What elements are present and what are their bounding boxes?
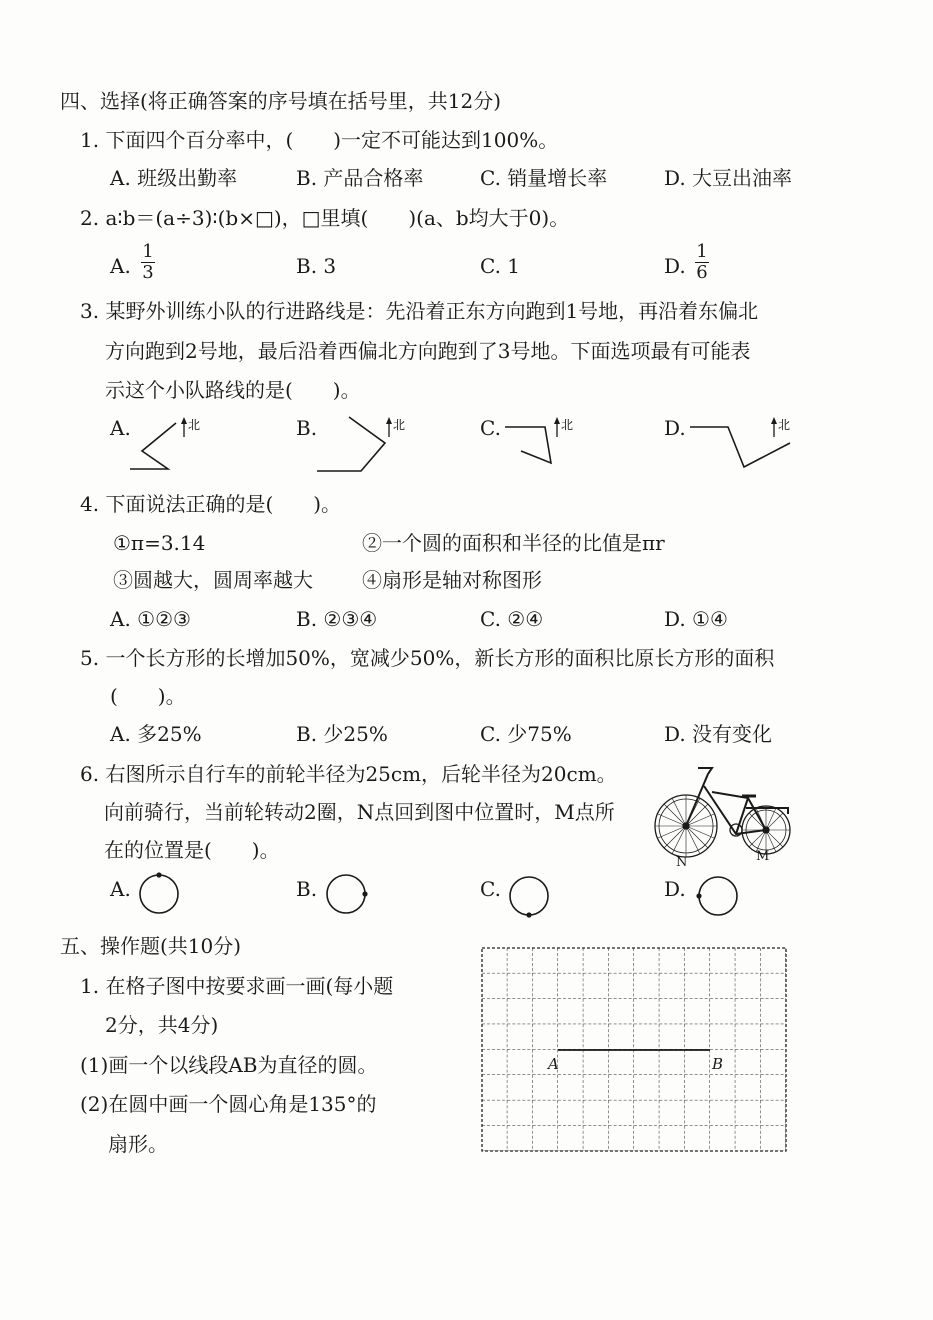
operation-sub-2a: (2)在圆中画一个圆心角是135°的 xyxy=(80,1092,377,1116)
route-diagram-c xyxy=(505,415,595,475)
q4-option-d[interactable]: D. ①④ xyxy=(664,607,728,631)
q1-option-b[interactable]: B. 产品合格率 xyxy=(296,166,424,190)
question-6-line1: 6. 右图所示自行车的前轮半径为25cm，后轮半径为20cm。 xyxy=(80,762,617,786)
question-2-stem: 2. a∶b＝(a÷3)∶(b×□)，□里填( )(a、b均大于0)。 xyxy=(80,206,570,230)
q6-option-c[interactable]: C. xyxy=(480,877,501,901)
q3-option-d[interactable]: D. xyxy=(664,416,686,440)
q3-option-c[interactable]: C. xyxy=(480,416,501,440)
q3-option-a[interactable]: A. xyxy=(110,416,131,440)
point-a-label: A xyxy=(548,1055,559,1073)
q6-circle-c xyxy=(508,874,552,918)
q6-option-d[interactable]: D. xyxy=(664,877,686,901)
q6-circle-b xyxy=(325,872,369,916)
drawing-grid[interactable] xyxy=(482,948,792,1158)
q1-option-c[interactable]: C. 销量增长率 xyxy=(480,166,608,190)
q6-option-b[interactable]: B. xyxy=(296,877,318,901)
q4-option-c[interactable]: C. ②④ xyxy=(480,607,544,631)
q2-fraction-d xyxy=(695,243,709,282)
q2-fraction-a xyxy=(141,243,155,282)
fraction-denominator: 3 xyxy=(142,262,154,283)
question-3-line2: 方向跑到2号地，最后沿着西偏北方向跑到了3号地。下面选项最有可能表 xyxy=(105,339,751,363)
operation-sub-1: (1)画一个以线段AB为直径的圆。 xyxy=(80,1053,378,1077)
route-diagram-d xyxy=(690,415,800,475)
q4-option-a[interactable]: A. ①②③ xyxy=(110,607,191,631)
fraction-numerator: 1 xyxy=(142,241,154,262)
question-1-stem: 1. 下面四个百分率中，( )一定不可能达到100%。 xyxy=(80,128,559,152)
q2-option-d[interactable]: D. xyxy=(664,254,686,278)
point-m-label: M xyxy=(756,849,770,864)
q1-option-d[interactable]: D. 大豆出油率 xyxy=(664,166,793,190)
fraction-numerator: 1 xyxy=(696,241,708,262)
bicycle-figure xyxy=(652,762,797,870)
question-5-line2: ( )。 xyxy=(110,684,186,708)
q4-statement-3: ③圆越大，圆周率越大 xyxy=(113,568,313,592)
q3-option-b[interactable]: B. xyxy=(296,416,318,440)
q4-statement-4: ④扇形是轴对称图形 xyxy=(362,568,542,592)
q6-option-a[interactable]: A. xyxy=(110,877,131,901)
section-title-choice: 四、选择(将正确答案的序号填在括号里，共12分) xyxy=(60,89,502,113)
q5-option-b[interactable]: B. 少25% xyxy=(296,722,388,746)
question-3-line1: 3. 某野外训练小队的行进路线是：先沿着正东方向跑到1号地，再沿着东偏北 xyxy=(80,299,759,323)
route-diagram-a xyxy=(128,415,218,475)
question-5-line1: 5. 一个长方形的长增加50%，宽减少50%，新长方形的面积比原长方形的面积 xyxy=(80,646,775,670)
operation-sub-2b: 扇形。 xyxy=(108,1132,168,1156)
operation-q1-line1: 1. 在格子图中按要求画一画(每小题 xyxy=(80,974,394,998)
point-n-label: N xyxy=(676,855,688,870)
route-diagram-b xyxy=(315,415,425,475)
question-4-stem: 4. 下面说法正确的是( )。 xyxy=(80,492,342,516)
q5-option-d[interactable]: D. 没有变化 xyxy=(664,722,773,746)
q1-option-a[interactable]: A. 班级出勤率 xyxy=(110,166,238,190)
north-label: 北 xyxy=(778,418,791,432)
q2-option-c[interactable]: C. 1 xyxy=(480,254,521,278)
q4-statement-2: ②一个圆的面积和半径的比值是πr xyxy=(362,531,665,555)
q2-option-a[interactable]: A. xyxy=(110,254,131,278)
q4-statement-1: ①π=3.14 xyxy=(113,531,206,555)
q2-option-b[interactable]: B. 3 xyxy=(296,254,337,278)
q6-circle-a xyxy=(138,872,182,916)
q5-option-c[interactable]: C. 少75% xyxy=(480,722,572,746)
q6-circle-d xyxy=(697,874,741,918)
point-b-label: B xyxy=(712,1055,724,1073)
q4-option-b[interactable]: B. ②③④ xyxy=(296,607,378,631)
north-label: 北 xyxy=(561,418,574,432)
north-label: 北 xyxy=(393,418,406,432)
section-title-operation: 五、操作题(共10分) xyxy=(60,934,242,958)
operation-q1-line2: 2分，共4分) xyxy=(105,1013,219,1037)
question-6-line3: 在的位置是( )。 xyxy=(104,838,280,862)
question-6-line2: 向前骑行，当前轮转动2圈，N点回到图中位置时，M点所 xyxy=(104,800,615,824)
north-label: 北 xyxy=(188,418,201,432)
fraction-denominator: 6 xyxy=(696,262,708,283)
q5-option-a[interactable]: A. 多25% xyxy=(110,722,202,746)
question-3-line3: 示这个小队路线的是( )。 xyxy=(105,378,361,402)
